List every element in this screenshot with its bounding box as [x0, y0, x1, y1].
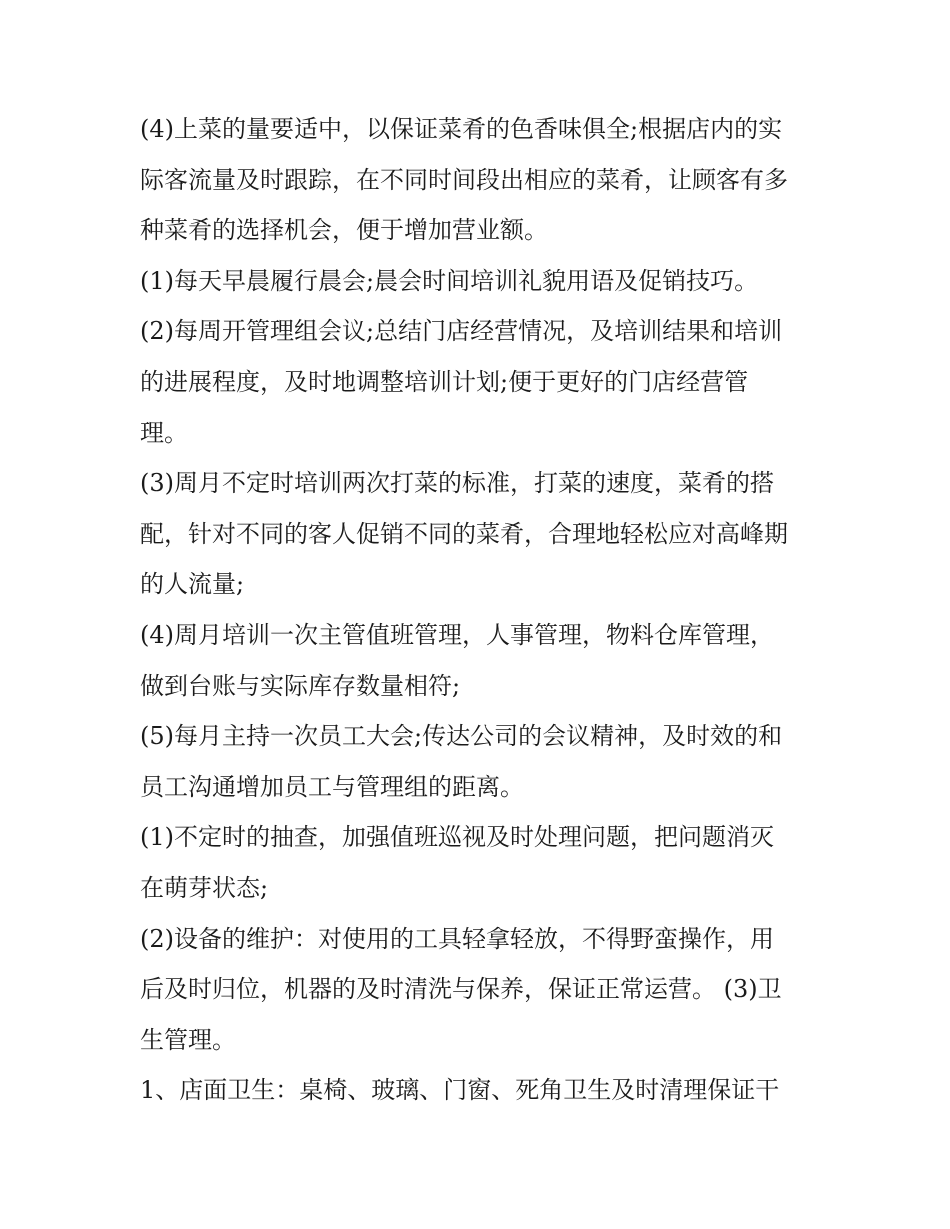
text-line: (2)每周开管理组会议;总结门店经营情况，及培训结果和培训 — [140, 317, 783, 346]
paragraph-supervisor-training — [140, 610, 820, 711]
text-line: (3)周月不定时培训两次打菜的标准，打菜的速度，菜肴的搭 — [140, 469, 774, 498]
paragraph-morning-meeting — [140, 256, 820, 307]
text-line: 后及时归位，机器的及时清洗与保养，保证正常运营。 (3)卫 — [140, 975, 782, 1004]
text-line: 种菜肴的选择机会，便于增加营业额。 — [140, 216, 548, 245]
text-line: (4)周月培训一次主管值班管理，人事管理，物料仓库管理， — [140, 620, 774, 649]
text-line: 际客流量及时跟踪，在不同时间段出相应的菜肴，让顾客有多 — [140, 165, 788, 194]
paragraph-serving-quantity — [140, 104, 820, 256]
text-line: (4)上菜的量要适中，以保证菜肴的色香味俱全;根据店内的实 — [140, 115, 783, 143]
text-line: 配，针对不同的客人促销不同的菜肴，合理地轻松应对高峰期 — [140, 519, 788, 548]
text-line: (1)不定时的抽查，加强值班巡视及时处理问题，把问题消灭 — [140, 823, 774, 852]
document-body — [140, 104, 820, 1116]
text-line: 1、店面卫生：桌椅、玻璃、门窗、死角卫生及时清理保证干 — [140, 1076, 780, 1105]
text-line: 员工沟通增加员工与管理组的距离。 — [140, 772, 524, 801]
paragraph-weekly-meeting — [140, 306, 820, 458]
text-line: 做到台账与实际库存数量相符; — [140, 671, 461, 700]
text-line: 在萌芽状态; — [140, 873, 269, 902]
text-line: (1)每天早晨履行晨会;晨会时间培训礼貌用语及促销技巧。 — [140, 266, 759, 295]
text-line: 理。 — [140, 418, 188, 447]
paragraph-store-hygiene — [140, 1065, 820, 1116]
text-line: 的人流量; — [140, 570, 245, 599]
text-line: 的进展程度，及时地调整培训计划;便于更好的门店经营管 — [140, 367, 749, 396]
text-line: 生管理。 — [140, 1025, 236, 1054]
text-line: (5)每月主持一次员工大会;传达公司的会议精神，及时效的和 — [140, 722, 783, 751]
paragraph-equipment-maintenance — [140, 914, 820, 1066]
paragraph-serving-training — [140, 458, 820, 610]
paragraph-spot-checks — [140, 812, 820, 913]
paragraph-staff-meeting — [140, 711, 820, 812]
text-line: (2)设备的维护：对使用的工具轻拿轻放，不得野蛮操作，用 — [140, 924, 774, 953]
